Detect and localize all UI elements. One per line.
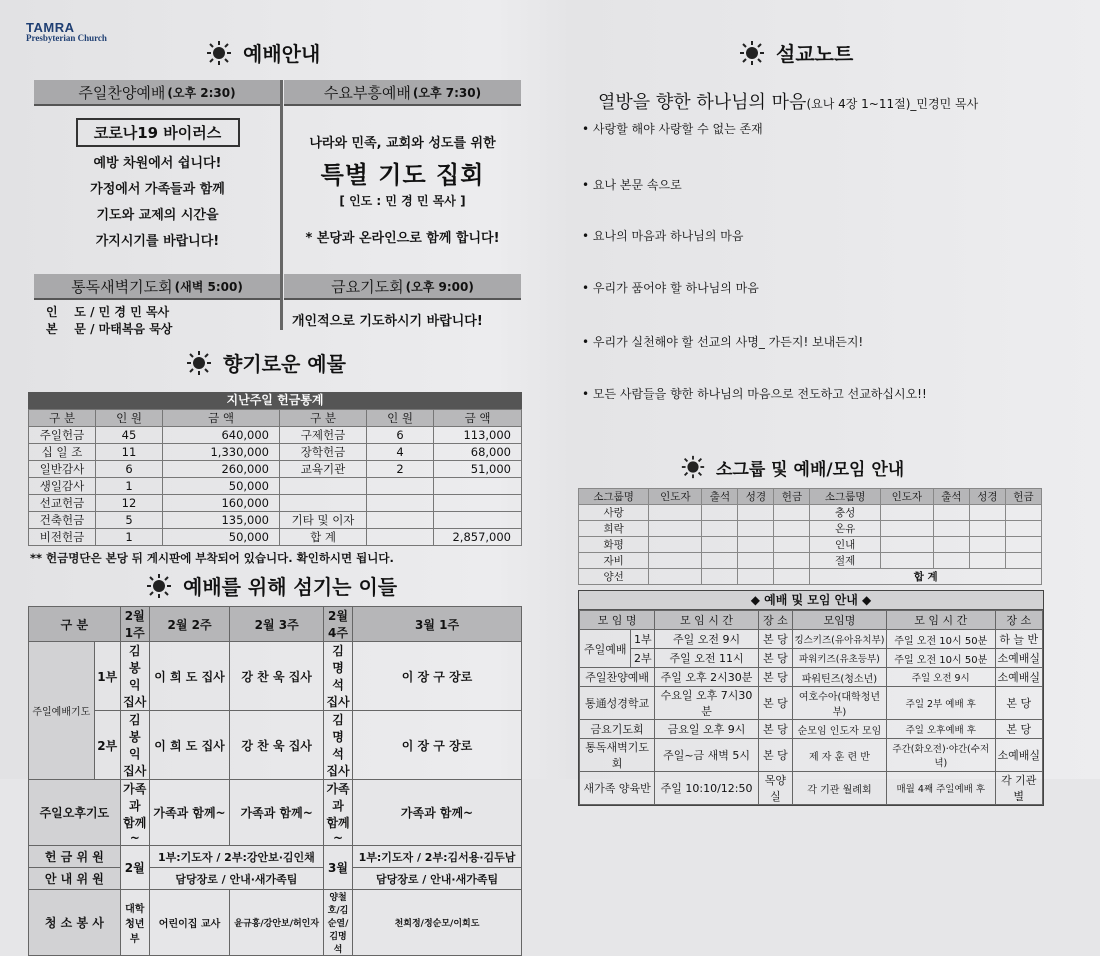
serve-cell: 어린이집 교사 [149,890,230,956]
offering-cell: 합 계 [280,529,367,546]
special-prayer-leader: [ 인도 : 민 경 민 목사 ] [339,194,466,208]
offering-header: 금 액 [163,410,280,427]
offering-cell: 주일헌금 [29,427,96,444]
offering-section-title [185,348,346,377]
meetings-header: 모 임 시 간 [655,611,759,630]
serve-cell: 가족과 함께~ [353,780,522,846]
offering-cell: 113,000 [434,427,522,444]
corona-line-4: 가지시기를 바랍니다! [95,234,220,249]
offering-cell: 135,000 [163,512,280,529]
smallgroup-row [579,569,1042,585]
offering-header: 구 분 [280,410,367,427]
serve-header: 구 분 [29,607,121,642]
meetings-header: 장 소 [758,611,792,630]
logo-sub: Presbyterian Church [26,33,107,43]
dawn-info-key: 본 문 [46,322,86,336]
meetings-row [580,687,1043,720]
meetings-cell: 소예배실 [995,668,1043,687]
meetings-cell: 주일찬양예배 [580,668,655,687]
smallgroup-row [579,505,1042,521]
serve-row [29,890,522,956]
meetings-cell: 통독새벽기도회 [580,739,655,772]
meetings-cell: 주간(화오전)·야간(수저녁) [887,739,995,772]
serve-section-title [145,571,397,600]
sermon-heading [598,88,978,114]
serve-header-row [29,607,522,642]
offering-row [29,427,522,444]
meetings-cell: 본 당 [758,687,792,720]
smallgroup-row [579,553,1042,569]
sun-icon [680,454,706,480]
offering-cell [280,495,367,512]
sun-icon [185,349,213,377]
smallgroup-header: 성경 [738,489,774,505]
smallgroup-name: 사랑 [579,505,649,521]
meetings-cell: 파워키즈(유초등부) [792,649,886,668]
meetings-header-row [580,611,1043,630]
serve-cell: 대학청년부 [120,890,149,956]
meetings-cell: 여호수아(대학청년부) [792,687,886,720]
corona-line-3: 기도와 교제의 시간을 [96,208,219,223]
corona-line-2: 가정에서 가족들과 함께 [90,182,225,197]
wednesday-worship-bar [284,80,521,106]
wednesday-worship-name: 수요부흥예배 [323,83,411,102]
offering-row [29,495,522,512]
sermon-title: 열방을 향한 하나님의 마음 [598,92,807,113]
serve-header: 3월 1주 [353,607,522,642]
smallgroup-header: 출석 [933,489,969,505]
smallgroup-name: 온유 [810,521,880,537]
corona-line-1: 예방 차원에서 쉽니다! [93,156,222,171]
offering-cell: 선교헌금 [29,495,96,512]
smallgroup-name: 양선 [579,569,649,585]
offering-cell [367,529,434,546]
offering-cell: 교육기관 [280,461,367,478]
serve-cell: 1부:기도자 / 2부:강안보·김인채 [149,846,323,868]
serve-row-label: 헌 금 위 원 [29,846,121,868]
serve-cell: 담당장로 / 안내·새가족팀 [149,868,323,890]
offering-cell: 2 [367,461,434,478]
sermon-point: • 요나 본문 속으로 [582,178,682,192]
meetings-cell: 주일 오전 9시 [887,668,995,687]
meetings-row [580,668,1043,687]
offering-cell: 2,857,000 [434,529,522,546]
offering-cell [367,478,434,495]
offering-cell: 기타 및 이자 [280,512,367,529]
smallgroup-header: 헌금 [774,489,810,505]
sermon-title-text: 설교노트 [776,42,854,66]
meetings-cell: 각 기관별 [995,772,1043,805]
sunday-worship-bar [34,80,280,106]
meetings-cell: 소예배실 [995,739,1043,772]
sermon-point: • 우리가 실천해야 할 선교의 사명_ 가든지! 보내든지! [582,335,864,349]
dawn-info-value: / 민 경 민 목사 [90,305,170,319]
serve-cell: 김 봉 익 집사 [120,711,149,780]
smallgroup-name: 인내 [810,537,880,553]
offering-title-text: 향기로운 예물 [223,352,346,376]
serve-row-label: 주일오후기도 [29,780,121,846]
serve-cell: 이 희 도 집사 [149,642,230,711]
serve-cell: 천희정/정순모/이희도 [353,890,522,956]
offering-row [29,478,522,495]
serve-row-label: 안 내 위 원 [29,868,121,890]
dawn-prayer-info [46,304,172,338]
serve-row-label: 청 소 봉 사 [29,890,121,956]
serve-cell: 가족과 함께~ [149,780,230,846]
offering-row [29,461,522,478]
meetings-row [580,720,1043,739]
smallgroup-name: 절제 [810,553,880,569]
sermon-reference: (요나 4장 1~11절)_민경민 목사 [806,97,979,111]
serve-cell: 강 찬 욱 집사 [230,642,324,711]
sun-icon [738,39,766,67]
dawn-info-value: / 마태복음 묵상 [90,322,173,336]
offering-cell [434,512,522,529]
offering-cell: 1 [96,478,163,495]
sun-icon [145,572,173,600]
smallgroup-header: 성경 [969,489,1005,505]
smallgroup-name: 충성 [810,505,880,521]
offering-header: 인 원 [96,410,163,427]
offering-row [29,444,522,461]
serve-header: 2월 1주 [120,607,149,642]
sermon-point: • 우리가 품어야 할 하나님의 마음 [582,281,759,295]
special-prayer-lead: 나라와 민족, 교회와 성도를 위한 [309,136,496,151]
serve-cell: 이 장 구 장로 [353,711,522,780]
meetings-cell: 수요일 오후 7시30분 [655,687,759,720]
serve-cell: 2부 [94,711,120,780]
sermon-point: • 모든 사람들을 향한 하나님의 마음으로 전도하고 선교하십시오!! [582,387,927,401]
friday-prayer-time: (오후 9:00) [405,279,474,294]
meetings-cell: 주일 오전 10시 50분 [887,630,995,649]
meetings-cell: 본 당 [758,630,792,649]
special-prayer-box [290,132,515,246]
offering-cell: 생일감사 [29,478,96,495]
dawn-prayer-time: (새벽 5:00) [174,279,243,294]
serve-cell: 김 명 석 집사 [324,642,353,711]
dawn-info-row [46,321,172,338]
friday-prayer-bar [284,274,521,300]
offering-header: 인 원 [367,410,434,427]
offering-cell [280,478,367,495]
serve-cell: 김 봉 익 집사 [120,642,149,711]
offering-note: ** 헌금명단은 본당 뒤 게시판에 부착되어 있습니다. 확인하시면 됩니다. [30,551,394,565]
smallgroup-header: 인도자 [649,489,702,505]
offering-cell: 11 [96,444,163,461]
dawn-info-row [46,304,172,321]
dawn-info-key: 인 도 [46,305,86,319]
offering-table [28,409,522,546]
serve-row [29,846,522,868]
logo-main: TAMRA [26,20,75,35]
serve-cell: 1부:기도자 / 2부:김서용·김두남 [353,846,522,868]
meetings-header: 모임명 [792,611,886,630]
offering-cell: 1,330,000 [163,444,280,461]
friday-prayer-name: 금요기도회 [331,277,404,296]
meetings-cell: 제 자 훈 련 반 [792,739,886,772]
meetings-cell: 주일~금 새벽 5시 [655,739,759,772]
sermon-points [582,120,1062,410]
offering-cell: 51,000 [434,461,522,478]
serve-row [29,642,522,711]
sunday-worship-time: (오후 2:30) [167,85,236,100]
offering-cell: 68,000 [434,444,522,461]
offering-cell: 260,000 [163,461,280,478]
serve-row [29,868,522,890]
special-prayer-title: 특별 기도 집회 [320,161,485,189]
special-prayer-note: * 본당과 온라인으로 함께 합니다! [305,231,500,246]
smallgroup-header: 소그룹명 [579,489,649,505]
offering-table-wrap [28,392,522,546]
offering-cell: 6 [367,427,434,444]
meetings-header: 장 소 [995,611,1043,630]
serve-row [29,711,522,780]
smallgroup-section-title [680,454,904,480]
offering-header-row [29,410,522,427]
meetings-cell: 주일 오후예배 후 [887,720,995,739]
sermon-point: • 사랑할 해야 사랑할 수 없는 존재 [582,122,763,136]
serve-cell: 강 찬 욱 집사 [230,711,324,780]
offering-cell: 비전헌금 [29,529,96,546]
meetings-cell: 주일 오전 9시 [655,630,759,649]
smallgroup-name: 자비 [579,553,649,569]
offering-row [29,529,522,546]
offering-cell [434,495,522,512]
offering-cell: 구제헌금 [280,427,367,444]
offering-cell: 장학헌금 [280,444,367,461]
serve-header: 2월 2주 [149,607,230,642]
smallgroup-header: 소그룹명 [810,489,880,505]
dawn-prayer-name: 통독새벽기도회 [71,277,173,296]
smallgroup-total: 합 계 [810,569,1042,585]
serve-cell: 양철호/김순열/김명석 [324,890,353,956]
corona-title: 코로나19 바이러스 [76,118,240,147]
offering-cell: 50,000 [163,478,280,495]
serve-title-text: 예배를 위해 섬기는 이들 [183,575,398,599]
serve-row [29,780,522,846]
meetings-header: 모 임 명 [580,611,655,630]
serve-cell: 이 장 구 장로 [353,642,522,711]
offering-cell: 1 [96,529,163,546]
offering-cell: 12 [96,495,163,512]
meetings-box [578,590,1044,806]
corona-notice [40,118,275,255]
offering-cell: 5 [96,512,163,529]
offering-cell: 십 일 조 [29,444,96,461]
meetings-cell: 매월 4째 주일예배 후 [887,772,995,805]
church-logo [26,20,107,43]
smallgroup-header-row [579,489,1042,505]
offering-cell: 건축헌금 [29,512,96,529]
offering-header: 금 액 [434,410,522,427]
meetings-row [580,772,1043,805]
meetings-row [580,630,1043,649]
meetings-cell: 주일 2부 예배 후 [887,687,995,720]
dawn-prayer-bar [34,274,280,300]
offering-cell [367,512,434,529]
meetings-row [580,649,1043,668]
meetings-cell: 금요기도회 [580,720,655,739]
meetings-cell: 본 당 [758,649,792,668]
friday-prayer-info: 개인적으로 기도하시기 바랍니다! [292,314,483,329]
serve-cell: 김 명 석 집사 [324,711,353,780]
offering-cell [367,495,434,512]
offering-cell: 6 [96,461,163,478]
meetings-cell: 본 당 [995,720,1043,739]
offering-table-title: 지난주일 헌금통계 [28,392,522,409]
smallgroup-name: 희락 [579,521,649,537]
offering-row [29,512,522,529]
serve-row-label: 주일예배기도 [29,642,95,780]
meetings-cell: 통通성경학교 [580,687,655,720]
offering-cell: 일반감사 [29,461,96,478]
meetings-cell: 하 늘 반 [995,630,1043,649]
serve-cell: 이 희 도 집사 [149,711,230,780]
offering-header: 구 분 [29,410,96,427]
vertical-divider [280,80,283,330]
sermon-point: • 요나의 마음과 하나님의 마음 [582,229,744,243]
meetings-title: ◆ 예배 및 모임 안내 ◆ [579,591,1043,610]
sun-icon [205,39,233,67]
meetings-cell: 주일 오전 11시 [655,649,759,668]
offering-cell: 640,000 [163,427,280,444]
offering-cell: 4 [367,444,434,461]
meetings-table [579,610,1043,805]
serve-cell: 1부 [94,642,120,711]
smallgroup-name: 화평 [579,537,649,553]
serve-month: 2월 [120,846,149,890]
serve-table [28,606,522,956]
meetings-cell: 본 당 [758,720,792,739]
smallgroup-row [579,521,1042,537]
serve-cell: 담당장로 / 안내·새가족팀 [353,868,522,890]
serve-cell: 윤규홍/강안보/허인자 [230,890,324,956]
worship-title-text: 예배안내 [243,42,321,66]
smallgroup-header: 헌금 [1005,489,1041,505]
meetings-cell: 소예배실 [995,649,1043,668]
meetings-cell: 목양실 [758,772,792,805]
serve-cell: 가족과 함께~ [120,780,149,846]
smallgroup-table [578,488,1042,585]
meetings-cell: 킹스키즈(유아유치부) [792,630,886,649]
wednesday-worship-time: (오후 7:30) [412,85,482,100]
offering-cell: 45 [96,427,163,444]
offering-cell: 50,000 [163,529,280,546]
meetings-cell: 본 당 [758,739,792,772]
meetings-name: 주일예배 [580,630,631,668]
meetings-cell: 2부 [631,649,655,668]
serve-cell: 가족과 함께~ [324,780,353,846]
worship-section-title [205,38,320,67]
serve-header: 2월 3주 [230,607,324,642]
meetings-cell: 주일 10:10/12:50 [655,772,759,805]
smallgroup-title-text: 소그룹 및 예배/모임 안내 [716,459,905,480]
sunday-worship-name: 주일찬양예배 [78,83,166,102]
offering-cell: 160,000 [163,495,280,512]
meetings-cell: 본 당 [995,687,1043,720]
meetings-cell: 본 당 [758,668,792,687]
meetings-cell: 주일 오전 10시 50분 [887,649,995,668]
sermon-section-title [738,38,853,67]
offering-cell [434,478,522,495]
meetings-cell: 파워틴즈(청소년) [792,668,886,687]
smallgroup-header: 인도자 [880,489,933,505]
serve-header: 2월 4주 [324,607,353,642]
meetings-cell: 주일 오후 2시30분 [655,668,759,687]
meetings-cell: 순모임 인도자 모임 [792,720,886,739]
meetings-row [580,739,1043,772]
meetings-cell: 새가족 양육반 [580,772,655,805]
serve-cell: 가족과 함께~ [230,780,324,846]
meetings-cell: 각 기관 월례회 [792,772,886,805]
serve-month: 3월 [324,846,353,890]
meetings-header: 모 임 시 간 [887,611,995,630]
meetings-cell: 금요일 오후 9시 [655,720,759,739]
smallgroup-row [579,537,1042,553]
meetings-cell: 1부 [631,630,655,649]
smallgroup-header: 출석 [702,489,738,505]
